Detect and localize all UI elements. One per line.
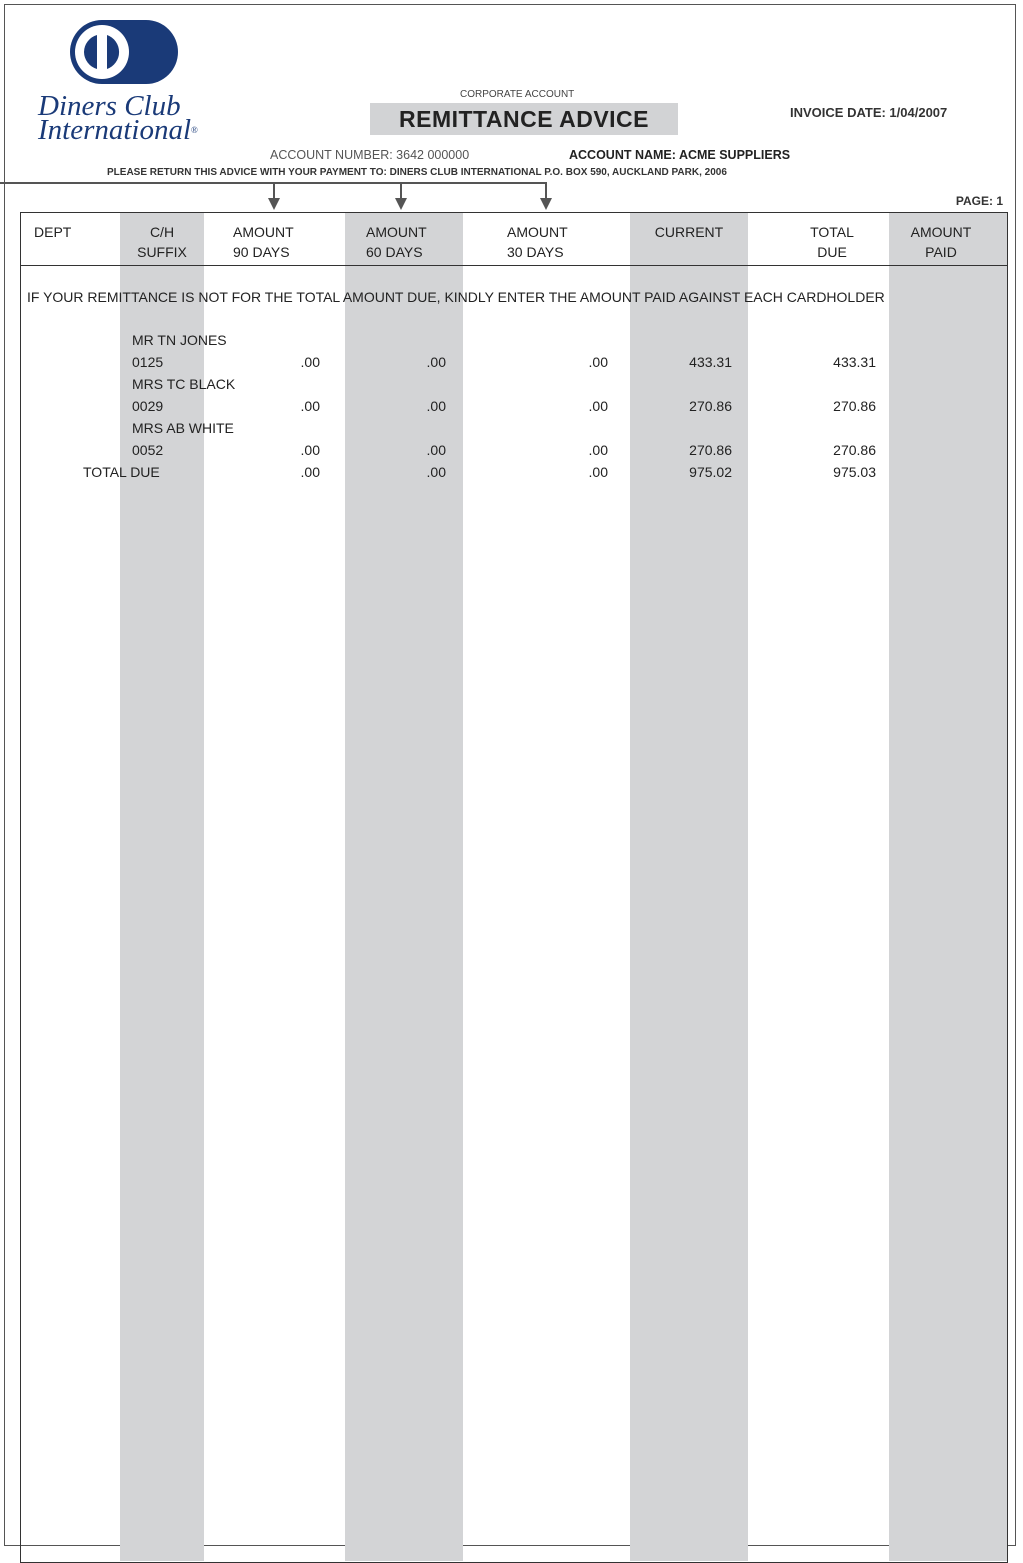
amount-current: 270.86 (689, 442, 732, 458)
aging-arrows-icon (0, 180, 1023, 214)
amount-total: 433.31 (833, 354, 876, 370)
logo-line2: International (38, 114, 192, 146)
col-90-days (233, 222, 294, 262)
col-total-line1: TOTAL (810, 224, 854, 240)
page-number: PAGE: 1 (955, 194, 1003, 208)
total-30: .00 (588, 464, 608, 480)
header-divider (20, 265, 1008, 266)
amount-60: .00 (426, 442, 446, 458)
amount-30: .00 (588, 398, 608, 414)
total-current: 975.02 (689, 464, 732, 480)
amount-30: .00 (588, 354, 608, 370)
col-90-line2: 90 DAYS (233, 244, 290, 260)
col-total-line2: DUE (817, 244, 847, 260)
logo-mark-icon (68, 18, 180, 86)
col-current (630, 222, 748, 242)
col-amount-paid (889, 222, 993, 262)
amount-60: .00 (426, 398, 446, 414)
logo-line1: Diners Club (38, 90, 181, 122)
cardholder-name: MR TN JONES (132, 332, 227, 348)
amount-current: 270.86 (689, 398, 732, 414)
amount-90: .00 (300, 442, 320, 458)
return-instructions: PLEASE RETURN THIS ADVICE WITH YOUR PAYMENT TO: DINERS CLUB INTERNATIONAL P.O. BOX 590, AUCKLAND PARK, 2006 (107, 167, 727, 178)
cardholder-suffix: 0029 (132, 398, 164, 414)
amount-90: .00 (300, 398, 320, 414)
col-dept (34, 222, 71, 242)
total-60: .00 (426, 464, 446, 480)
amount-30: .00 (588, 442, 608, 458)
col-60-line2: 60 DAYS (366, 244, 423, 260)
logo-wordmark (38, 90, 198, 146)
total-90: .00 (300, 464, 320, 480)
page-title: REMITTANCE ADVICE (399, 106, 649, 132)
col-current-label: CURRENT (654, 224, 724, 240)
col-suffix (120, 222, 204, 262)
amount-total: 270.86 (833, 398, 876, 414)
col-suffix-line2: SUFFIX (137, 244, 187, 260)
account-name: ACCOUNT NAME: ACME SUPPLIERS (569, 148, 791, 162)
total-due-label: TOTAL DUE (83, 464, 160, 480)
remittance-table (20, 212, 1008, 1563)
cardholder-name: MRS TC BLACK (132, 376, 236, 392)
corporate-account-label: CORPORATE ACCOUNT (460, 89, 575, 100)
amount-current: 433.31 (689, 354, 732, 370)
registered-mark: ® (191, 125, 198, 135)
col-dept-label: DEPT (34, 224, 72, 240)
total-due: 975.03 (833, 464, 876, 480)
cardholder-name: MRS AB WHITE (132, 420, 234, 436)
col-suffix-line1: C/H (149, 224, 175, 240)
account-number: ACCOUNT NUMBER: 3642 000000 (270, 148, 470, 162)
col-30-days (507, 222, 568, 262)
amount-60: .00 (426, 354, 446, 370)
diners-club-logo (38, 18, 228, 148)
col-30-line2: 30 DAYS (507, 244, 564, 260)
instruction-note: IF YOUR REMITTANCE IS NOT FOR THE TOTAL AMOUNT DUE, KINDLY ENTER THE AMOUNT PAID AGAINST EACH CARDHOLDER (27, 289, 885, 305)
invoice-date: INVOICE DATE: 1/04/2007 (790, 105, 948, 120)
cardholder-suffix: 0125 (132, 354, 164, 370)
cardholder-suffix: 0052 (132, 442, 164, 458)
col-total-due (790, 222, 874, 262)
col-60-line1: AMOUNT (366, 224, 427, 240)
col-60-days (366, 222, 427, 262)
col-paid-line2: PAID (925, 244, 957, 260)
col-30-line1: AMOUNT (507, 224, 568, 240)
amount-90: .00 (300, 354, 320, 370)
col-90-line1: AMOUNT (233, 224, 294, 240)
col-paid-line1: AMOUNT (910, 224, 972, 240)
amount-total: 270.86 (833, 442, 876, 458)
